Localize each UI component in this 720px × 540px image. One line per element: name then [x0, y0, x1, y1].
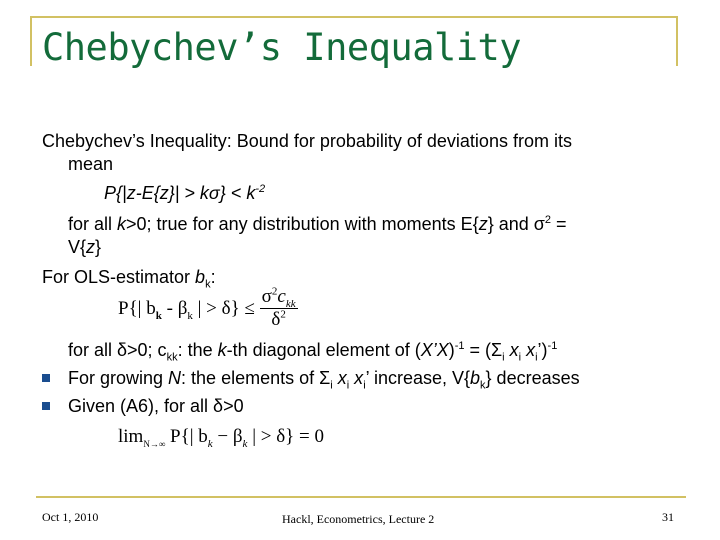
intro-line-1: Chebychev’s Inequality: Bound for probability of deviations from its	[42, 131, 572, 151]
chebyshev-formula-ols: P{| $b_k - \beta_k$ | > δ} ≤ $\frac{\sigma^2c_{kk}}{\delta^2}$	[118, 285, 296, 330]
forall-line-2: V{z}	[68, 237, 102, 257]
title-frame-right	[676, 16, 678, 66]
title-frame-left	[30, 16, 32, 66]
delta-line: for all δ>0; $c_{kk}$: the k-th diagonal element of (X’X)$^{-1}$ = ($\Sigma_i$ $x_i$ $x_i’)^{-1}$	[68, 340, 558, 364]
footer-date: Oct 1, 2010	[42, 510, 99, 524]
intro-line-2: mean	[68, 154, 114, 174]
bullet-marker-icon	[42, 402, 50, 410]
bullet-item-given-a6: Given (A6), for all δ>0	[68, 396, 244, 416]
bullet-item-growing-n: For growing N: the elements of $\Sigma_i$ $x_i$ $x_i$’ increase, $V\{b_k\}$ decreases	[68, 368, 580, 392]
page-number: 31	[662, 510, 674, 524]
forall-line-1: for all k>0; true for any distribution with moments E{z} and $\sigma^2$ =	[68, 214, 567, 234]
footer-rule	[36, 496, 686, 498]
ols-line: For OLS-estimator $b_k$:	[42, 267, 216, 291]
limit-formula: $\lim_{N\to\infty} P\{|$ $b_k - \beta_k$ | > δ} = 0	[118, 426, 324, 450]
bullet-marker-icon	[42, 374, 50, 382]
footer-center: Hackl, Econometrics, Lecture 2	[282, 512, 435, 526]
inequality-line: $P\{|z-E\{z\}| > k\sigma\} < k^{-2}$	[104, 183, 266, 203]
slide-title: Chebychev’s Inequality	[42, 26, 522, 69]
title-frame-top	[30, 16, 678, 18]
formula-fraction: $\frac{\sigma^2c_{kk}}{\delta^2}$	[261, 285, 296, 330]
